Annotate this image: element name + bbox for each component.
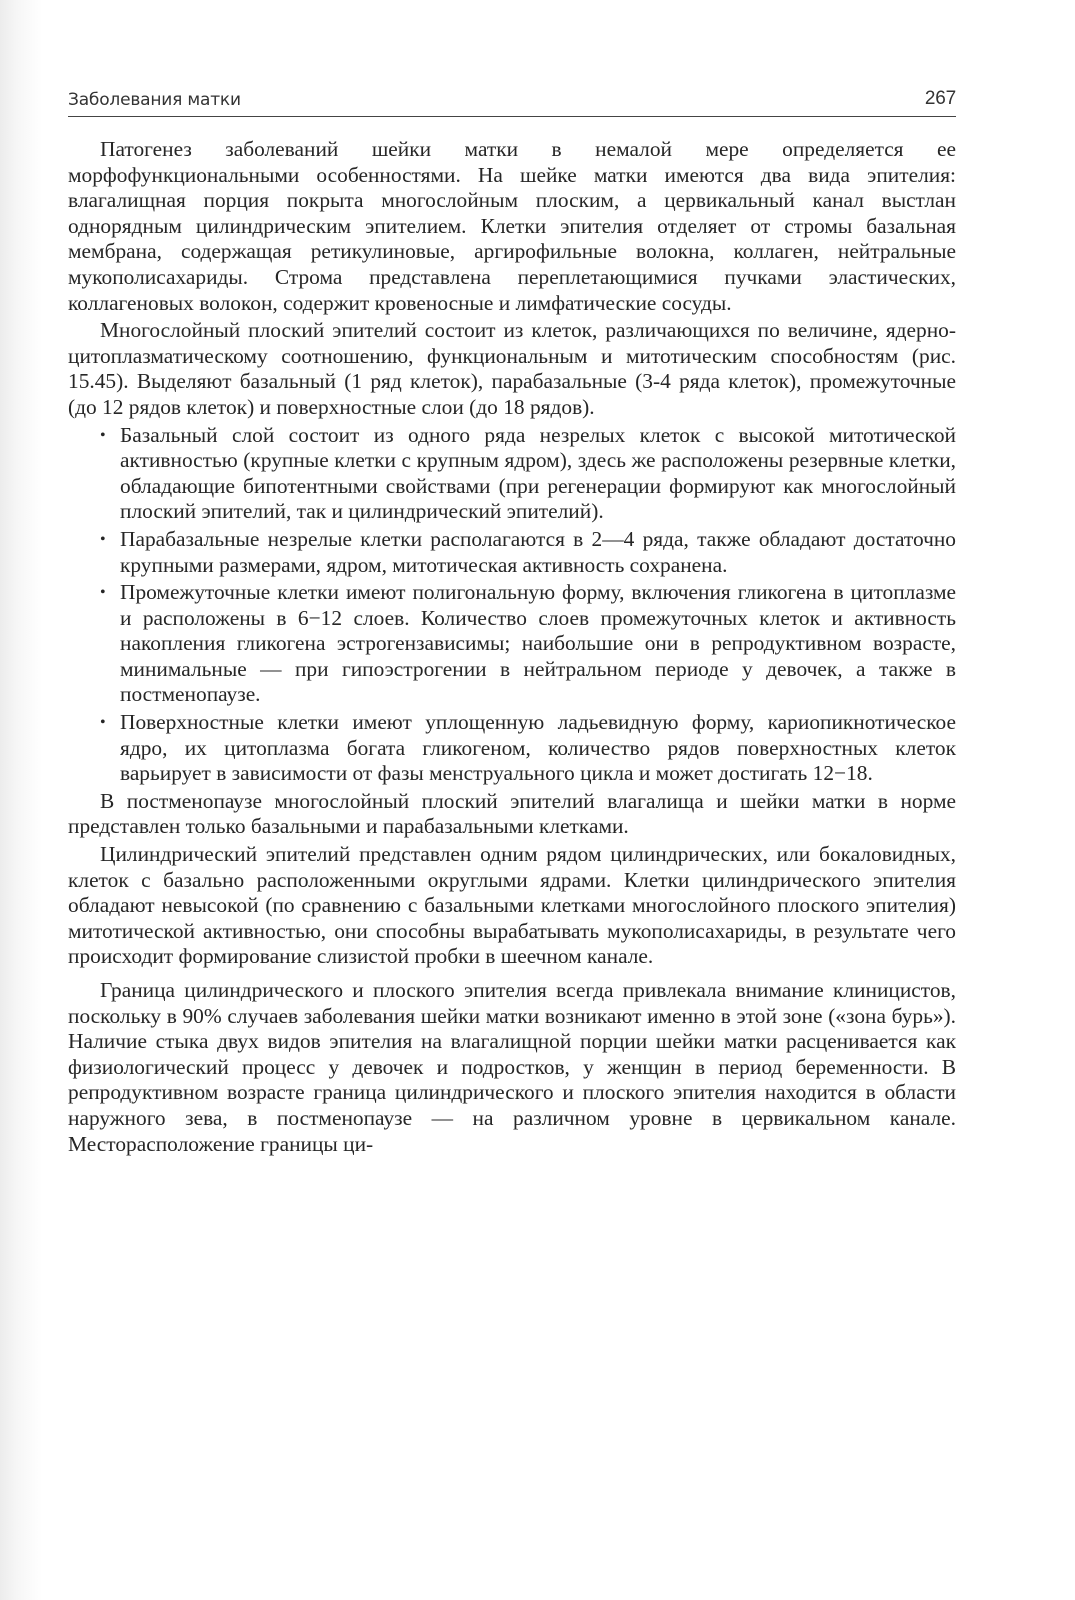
- page-edge-shadow: [0, 0, 42, 1600]
- paragraph-postmenopause: В постменопаузе многослойный плоский эпителий влагалища и шейки матки в норме представлен только базальными и парабазальными клетками.: [68, 788, 956, 839]
- list-item-text: Поверхностные клетки имеют уплощенную ладьевидную форму, кариопикнотическое ядро, их цитоплазма богата гликогеном, количество рядов поверхностных клеток варьирует в зависимости от фазы менструального цикла и может достигать 12−18.: [120, 710, 956, 786]
- paragraph-squamous-epithelium: Многослойный плоский эпителий состоит из клеток, различающихся по величине, ядерно-цитоплазматическому соотношению, функциональным и митотическим способностям (рис. 15.45). Выделяют базальный (1 ряд клеток), парабазальные (3-4 ряда клеток), промежуточные (до 12 рядов клеток) и поверхностные слои (до 18 рядов).: [68, 318, 956, 419]
- page-number: 267: [924, 88, 956, 109]
- paragraph-pathogenesis: Патогенез заболеваний шейки матки в немалой мере определяется ее морфофункциональными особенностями. На шейке матки имеются два вида эпителия: влагалищная порция покрыта многослойным плоским, а цервикальный канал выстлан однорядным цилиндрическим эпителием. Клетки эпителия отделяет от стромы базальная мембрана, содержащая ретикулиновые, аргирофильные волокна, коллаген, нейтральные мукополисахариды. Строма представлена переплетающимися пучками эластических, коллагеновых волокон, содержит кровеносные и лимфатические сосуды.: [68, 137, 956, 315]
- paragraph-transformation-zone: Граница цилиндрического и плоского эпителия всегда привлекала внимание клиницистов, поскольку в 90% случаев заболевания шейки матки возникают именно в этой зоне («зона бурь»). Наличие стыка двух видов эпителия на влагалищной порции шейки матки расценивается как физиологический процесс у девочек и подростков, у женщин в период беременности. В репродуктивном возрасте граница цилиндрического и плоского эпителия находится в области наружного зева, в постменопаузе — на различном уровне в цервикальном канале. Месторасположение границы ци-: [68, 978, 956, 1156]
- running-header: [68, 86, 956, 117]
- list-item-text: Базальный слой состоит из одного ряда незрелых клеток с высокой митотической активностью (крупные клетки с крупным ядром), здесь же расположены резервные клетки, обладающие бипотентными свойствами (при регенерации формируют как многослойный плоский эпителий, так и цилиндрический эпителий).: [120, 422, 956, 524]
- list-item-text: Парабазальные незрелые клетки располагаются в 2—4 ряда, также обладают достаточно крупными размерами, ядром, митотическая активность сохранена.: [120, 526, 956, 577]
- bullet-icon: •: [100, 584, 106, 602]
- list-item-superficial-cells: [68, 710, 956, 787]
- paragraph-columnar-epithelium: Цилиндрический эпителий представлен одним рядом цилиндрических, или бокаловидных, клеток с базально расположенными округлыми ядрами. Клетки цилиндрического эпителия обладают невысокой (по сравнению с базальными клетками многослойного плоского эпителия) митотической активностью, они способны вырабатывать мукополисахариды, в результате чего происходит формирование слизистой пробки в шеечном канале.: [68, 842, 956, 969]
- bullet-icon: •: [100, 530, 106, 548]
- list-item-parabasal-cells: [68, 527, 956, 578]
- bullet-icon: •: [100, 426, 106, 444]
- running-title: Заболевания матки: [68, 90, 241, 110]
- list-item-intermediate-cells: [68, 580, 956, 708]
- list-item-text: Промежуточные клетки имеют полигональную форму, включения гликогена в цитоплазме и расположены в 6−12 слоев. Количество слоев промежуточных клеток и активность накопления гликогена эстрогензависимы; наибольшие они в репродуктивном возрасте, минимальные — при гипоэстрогении в нейтральном периоде у девочек, а также в постменопаузе.: [120, 580, 956, 707]
- list-item-basal-layer: [68, 423, 956, 525]
- body-text: [68, 137, 956, 1157]
- bullet-icon: •: [100, 714, 106, 732]
- epithelium-layers-list: [68, 423, 956, 787]
- book-page: [68, 86, 956, 1159]
